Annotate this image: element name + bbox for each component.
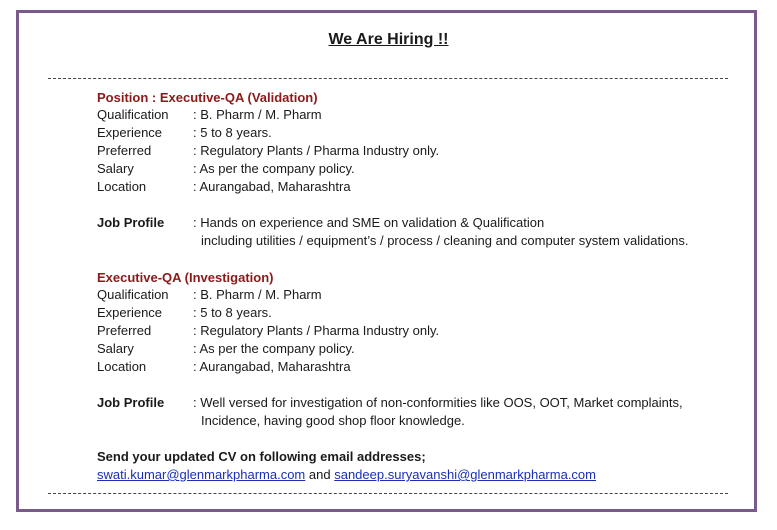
position-1-experience-row <box>97 124 272 142</box>
job-profile-line-2: Incidence, having good shop floor knowledge. <box>201 413 465 428</box>
row-label: Preferred <box>97 143 152 158</box>
row-label: Qualification <box>97 107 169 122</box>
row-value: : 5 to 8 years. <box>193 305 272 320</box>
job-profile-label: Job Profile <box>97 215 165 230</box>
poster-frame <box>16 10 757 512</box>
row-value: : As per the company policy. <box>193 341 355 356</box>
email-joiner: and <box>308 467 331 482</box>
row-value: : Aurangabad, Maharashtra <box>193 179 351 194</box>
row-value: : B. Pharm / M. Pharm <box>193 107 322 122</box>
row-label: Location <box>97 359 147 374</box>
position-1-qualification-row <box>97 106 322 124</box>
job-profile-line-2: including utilities / equipment’s / process / cleaning and computer system validations. <box>201 233 689 248</box>
email-link-swati[interactable]: swati.kumar@glenmarkpharma.com <box>97 467 306 482</box>
position-1-heading: Position : Executive-QA (Validation) <box>97 90 318 105</box>
email-addresses <box>97 467 596 482</box>
row-label: Location <box>97 179 147 194</box>
cv-instruction: Send your updated CV on following email addresses; <box>97 449 426 464</box>
top-divider <box>48 78 728 79</box>
row-value: : As per the company policy. <box>193 161 355 176</box>
row-label: Preferred <box>97 323 152 338</box>
row-value: : B. Pharm / M. Pharm <box>193 287 322 302</box>
job-profile-line-1: : Hands on experience and SME on validation & Qualification <box>193 215 545 230</box>
row-value: : Aurangabad, Maharashtra <box>193 359 351 374</box>
position-2-preferred-row <box>97 322 439 340</box>
bottom-divider <box>48 493 728 494</box>
page-title: We Are Hiring !! <box>328 31 449 48</box>
position-2-experience-row <box>97 304 272 322</box>
position-1-location-row <box>97 178 351 196</box>
position-1-salary-row <box>97 160 355 178</box>
position-2-qualification-row <box>97 286 322 304</box>
job-profile-label: Job Profile <box>97 395 165 410</box>
row-value: : 5 to 8 years. <box>193 125 272 140</box>
row-label: Salary <box>97 341 134 356</box>
position-2-salary-row <box>97 340 355 358</box>
email-link-sandeep[interactable]: sandeep.suryavanshi@glenmarkpharma.com <box>334 467 596 482</box>
position-2-location-row <box>97 358 351 376</box>
row-label: Qualification <box>97 287 169 302</box>
position-1-preferred-row <box>97 142 439 160</box>
row-label: Salary <box>97 161 134 176</box>
position-2-heading: Executive-QA (Investigation) <box>97 270 274 285</box>
row-value: : Regulatory Plants / Pharma Industry only. <box>193 323 440 338</box>
row-label: Experience <box>97 305 163 320</box>
row-value: : Regulatory Plants / Pharma Industry only. <box>193 143 440 158</box>
job-profile-line-1: : Well versed for investigation of non-conformities like OOS, OOT, Market complaints, <box>193 395 683 410</box>
row-label: Experience <box>97 125 163 140</box>
